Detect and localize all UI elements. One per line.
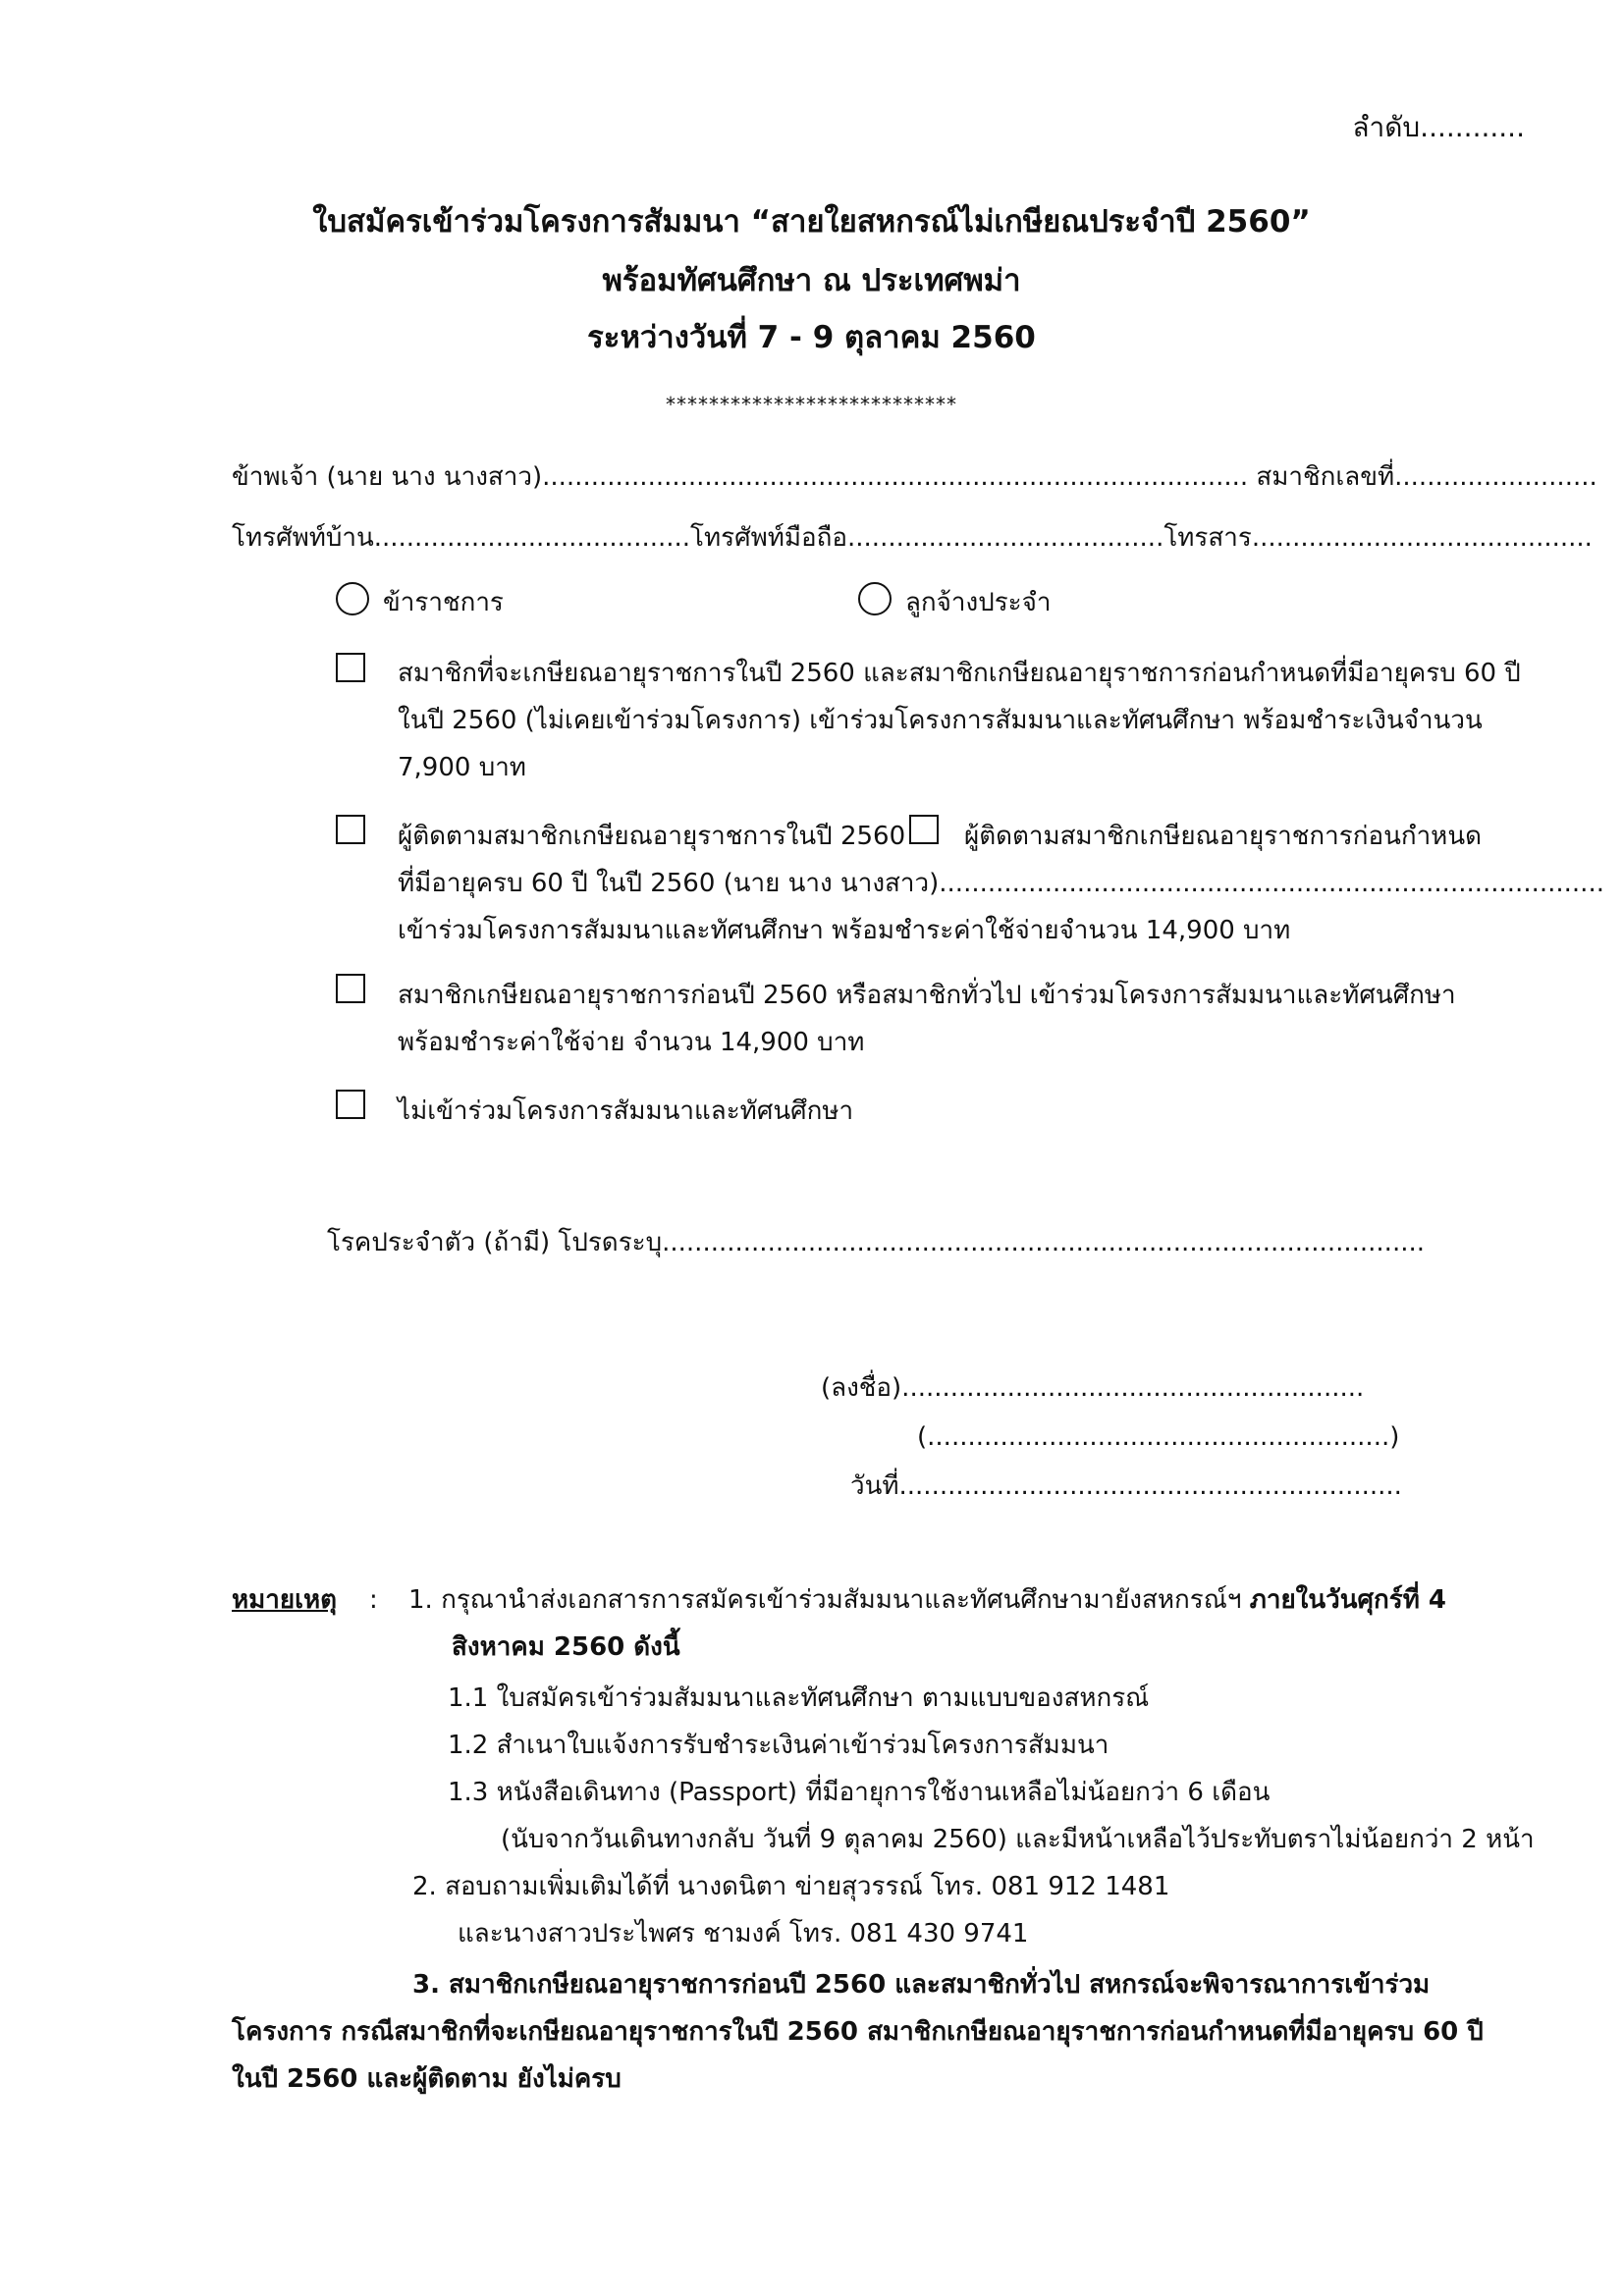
note-3-line3: ในปี 2560 และผู้ติดตาม ยังไม่ครบ [232, 2064, 622, 2094]
phone-fields[interactable]: โทรศัพท์บ้าน.......................................โทรศัพท์มือถือ.......................................โทรสาร.......................................... [232, 523, 1593, 553]
note-3-line1: 3. สมาชิกเกษียณอายุราชการก่อนปี 2560 และสมาชิกทั่วไป สหกรณ์จะพิจารณาการเข้าร่วม [412, 1970, 1431, 2000]
option-2a-text: ผู้ติดตามสมาชิกเกษียณอายุราชการในปี 2560 [398, 822, 906, 851]
option-1-text-line3: 7,900 บาท [398, 753, 526, 782]
note-1-2: 1.2 สำเนาใบแจ้งการรับชำระเงินค่าเข้าร่วมโครงการสัมมนา [448, 1731, 1109, 1760]
note-1-1: 1.1 ใบสมัครเข้าร่วมสัมมนาและทัศนศึกษา ตามแบบของสหกรณ์ [448, 1683, 1150, 1713]
option-4-text: ไม่เข้าร่วมโครงการสัมมนาและทัศนศึกษา [398, 1096, 854, 1126]
form-title-line1: ใบสมัครเข้าร่วมโครงการสัมมนา “สายใยสหกรณ์ไม่เกษียณประจำปี 2560” [312, 204, 1311, 240]
note-1 [408, 1582, 1446, 1618]
radio-label-government-officer: ข้าราชการ [383, 588, 504, 617]
radio-government-officer[interactable] [336, 582, 369, 615]
chronic-disease-field[interactable]: โรคประจำตัว (ถ้ามี) โปรดระบุ.............................................................................................. [327, 1228, 1425, 1257]
notes-colon: : [369, 1585, 378, 1615]
note-1-3-line2: (นับจากวันเดินทางกลับ วันที่ 9 ตุลาคม 2560) และมีหน้าเหลือไว้ประทับตราไม่น้อยกว่า 2 หน้า [501, 1825, 1535, 1854]
title-separator: *************************** [666, 393, 957, 416]
option-2-text-line2[interactable]: ที่มีอายุครบ 60 ปี ในปี 2560 (นาย นาง นางสาว).................................................................................. [398, 869, 1604, 898]
form-title-line2: พร้อมทัศนศึกษา ณ ประเทศพม่า [602, 263, 1021, 298]
checkbox-option-2b[interactable] [909, 815, 939, 844]
form-title-line3: ระหว่างวันที่ 7 - 9 ตุลาคม 2560 [587, 320, 1036, 355]
option-3-text-line1: สมาชิกเกษียณอายุราชการก่อนปี 2560 หรือสมาชิกทั่วไป เข้าร่วมโครงการสัมมนาและทัศนศึกษา [398, 981, 1456, 1010]
option-2-text-line3: เข้าร่วมโครงการสัมมนาและทัศนศึกษา พร้อมชำระค่าใช้จ่ายจำนวน 14,900 บาท [398, 916, 1291, 945]
note-1-line2: สิงหาคม 2560 ดังนี้ [452, 1632, 680, 1662]
option-1-text-line2: ในปี 2560 (ไม่เคยเข้าร่วมโครงการ) เข้าร่วมโครงการสัมมนาและทัศนศึกษา พร้อมชำระเงินจำนวน [398, 706, 1483, 735]
applicant-name-field[interactable]: ข้าพเจ้า (นาย นาง นางสาว)....................................................................................... สมาชิกเลขที่......................... [232, 462, 1597, 492]
notes-label: หมายเหตุ [232, 1585, 338, 1615]
signature-line[interactable]: (ลงชื่อ)......................................................... [821, 1373, 1365, 1403]
signature-printed-name[interactable]: (.........................................................) [917, 1422, 1400, 1452]
option-1-text-line1: สมาชิกที่จะเกษียณอายุราชการในปี 2560 และสมาชิกเกษียณอายุราชการก่อนกำหนดที่มีอายุครบ 60 ปี [398, 659, 1521, 688]
checkbox-option-4[interactable] [336, 1090, 365, 1119]
note-2: 2. สอบถามเพิ่มเติมได้ที่ นางดนิตา ข่ายสุวรรณ์ โทร. 081 912 1481 [412, 1872, 1170, 1901]
radio-label-permanent-employee: ลูกจ้างประจำ [905, 588, 1052, 617]
order-number: ลำดับ............ [1352, 111, 1525, 143]
option-2b-text: ผู้ติดตามสมาชิกเกษียณอายุราชการก่อนกำหนด [964, 822, 1482, 851]
note-3-line2: โครงการ กรณีสมาชิกที่จะเกษียณอายุราชการในปี 2560 สมาชิกเกษียณอายุราชการก่อนกำหนดที่มีอายุครบ 60 ปี [232, 2017, 1484, 2047]
note-1-3: 1.3 หนังสือเดินทาง (Passport) ที่มีอายุการใช้งานเหลือไม่น้อยกว่า 6 เดือน [448, 1778, 1271, 1807]
checkbox-option-1[interactable] [336, 653, 365, 682]
option-3-text-line2: พร้อมชำระค่าใช้จ่าย จำนวน 14,900 บาท [398, 1028, 865, 1057]
note-1-deadline: ภายในวันศุกร์ที่ 4 [1249, 1585, 1447, 1615]
signature-date[interactable]: วันที่.............................................................. [850, 1471, 1402, 1501]
checkbox-option-3[interactable] [336, 974, 365, 1003]
radio-permanent-employee[interactable] [858, 582, 892, 615]
note-1-text: 1. กรุณานำส่งเอกสารการสมัครเข้าร่วมสัมมนาและทัศนศึกษามายังสหกรณ์ฯ [408, 1585, 1250, 1615]
checkbox-option-2a[interactable] [336, 815, 365, 844]
note-2-line2: และนางสาวประไพศร ชามงค์ โทร. 081 430 9741 [458, 1919, 1029, 1949]
